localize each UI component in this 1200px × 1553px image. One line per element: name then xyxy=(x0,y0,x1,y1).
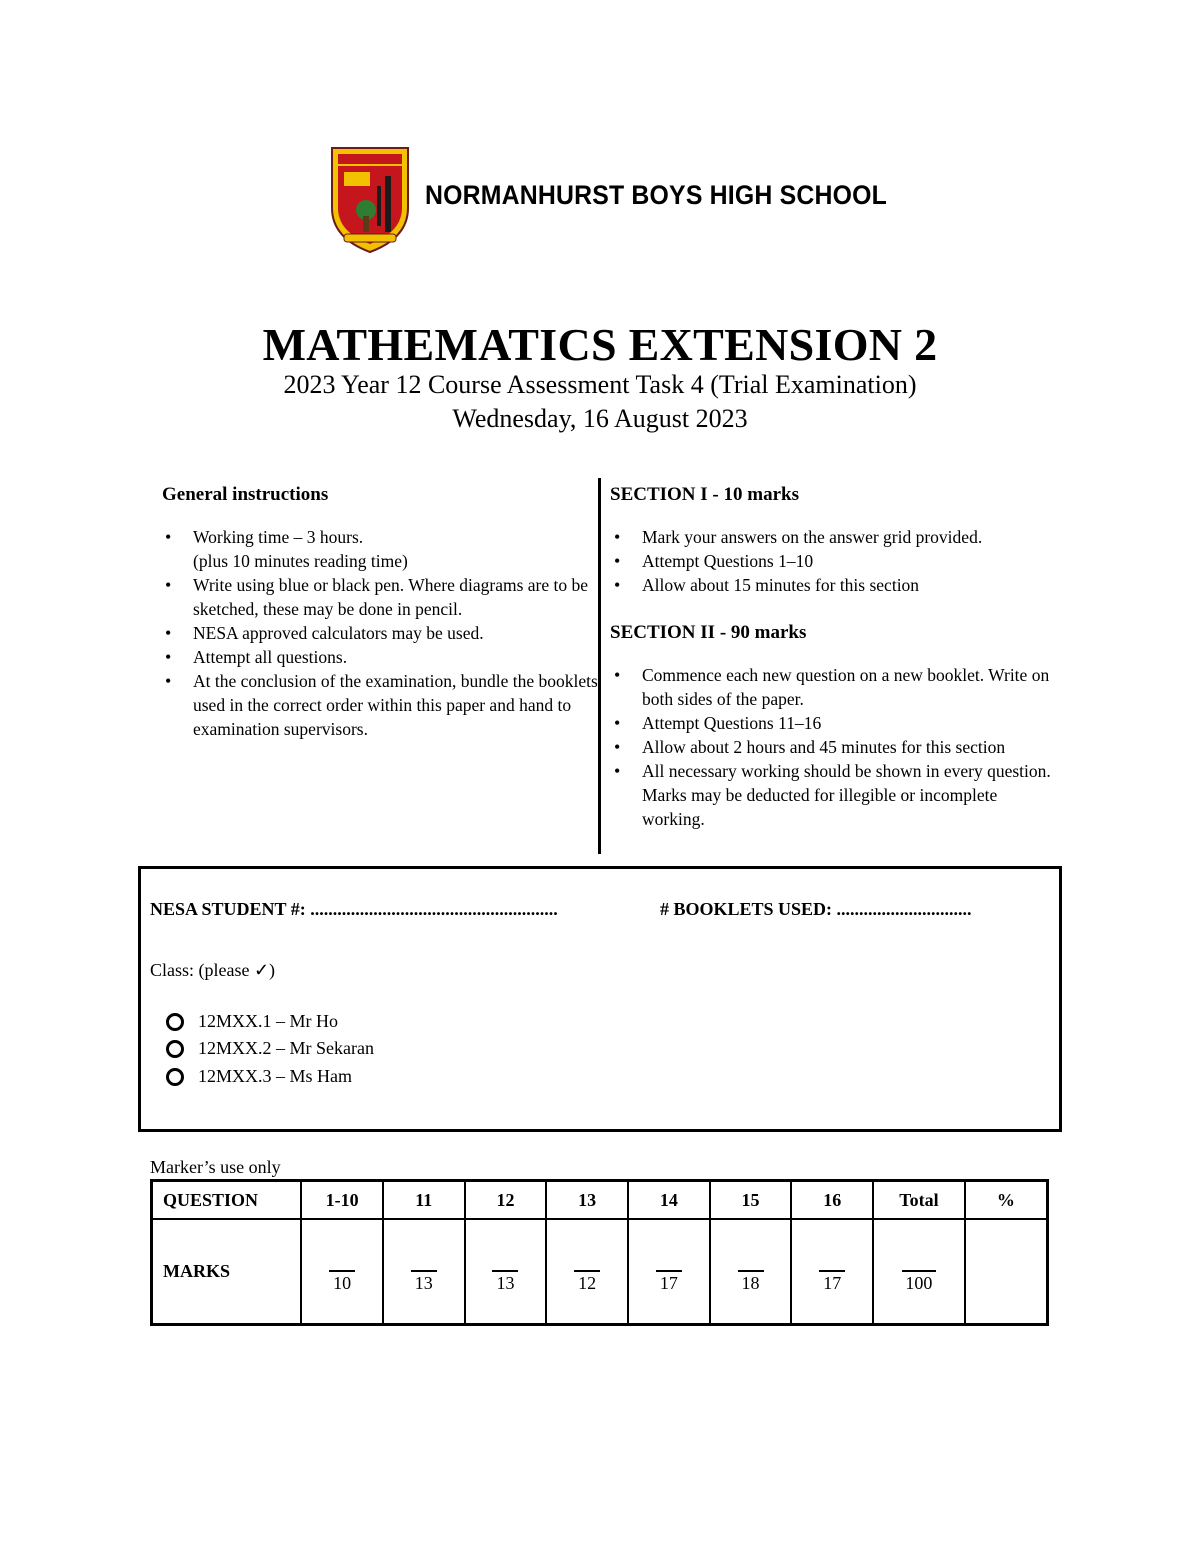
list-item: • Attempt Questions 1–10 xyxy=(610,549,1060,573)
mark-cell[interactable] xyxy=(710,1219,792,1325)
mark-cell[interactable] xyxy=(546,1219,628,1325)
table-header-row xyxy=(152,1181,1048,1220)
column-header: 12 xyxy=(465,1181,547,1220)
column-header: 15 xyxy=(710,1181,792,1220)
list-item: • Attempt Questions 11–16 xyxy=(610,711,1060,735)
max-mark: 10 xyxy=(329,1270,355,1294)
row-label-question: QUESTION xyxy=(152,1181,302,1220)
list-item-continuation: (plus 10 minutes reading time) xyxy=(193,551,408,571)
class-label: Class: (please ✓) xyxy=(150,960,276,980)
column-header: % xyxy=(965,1181,1048,1220)
list-item: • NESA approved calculators may be used. xyxy=(161,621,601,645)
class-option-2[interactable] xyxy=(166,1038,374,1059)
list-item: • At the conclusion of the examination, bundle the booklets used in the correct order within this paper and hand to examination supervisors. xyxy=(161,669,601,741)
list-item: • Mark your answers on the answer grid provided. xyxy=(610,525,1060,549)
mark-cell[interactable] xyxy=(301,1219,383,1325)
list-item: • Working time – 3 hours. xyxy=(161,525,601,549)
column-header: 13 xyxy=(546,1181,628,1220)
general-instructions-list xyxy=(161,525,601,741)
school-name: NORMANHURST BOYS HIGH SCHOOL xyxy=(425,180,887,210)
mark-cell[interactable] xyxy=(383,1219,465,1325)
row-label-marks: MARKS xyxy=(152,1219,302,1325)
column-divider xyxy=(598,478,601,854)
class-option-label: 12MXX.3 – Ms Ham xyxy=(198,1066,353,1086)
max-mark: 12 xyxy=(574,1270,600,1294)
radio-icon[interactable] xyxy=(166,1040,184,1058)
exam-title: MATHEMATICS EXTENSION 2 xyxy=(262,319,938,370)
mark-cell[interactable] xyxy=(628,1219,710,1325)
marks-table xyxy=(150,1179,1049,1326)
column-header: 11 xyxy=(383,1181,465,1220)
section-2-list xyxy=(610,663,1060,831)
table-row xyxy=(152,1219,1048,1325)
percent-cell[interactable] xyxy=(965,1219,1048,1325)
column-header: Total xyxy=(873,1181,965,1220)
list-item: • All necessary working should be shown in every question. Marks may be deducted for illegible or incomplete working. xyxy=(610,759,1060,831)
section-2-heading: SECTION II - 90 marks xyxy=(610,622,807,643)
general-instructions-heading: General instructions xyxy=(162,484,329,505)
radio-icon[interactable] xyxy=(166,1013,184,1031)
school-crest-icon xyxy=(330,146,410,254)
column-header: 1-10 xyxy=(301,1181,383,1220)
list-item: • Allow about 2 hours and 45 minutes for this section xyxy=(610,735,1060,759)
radio-icon[interactable] xyxy=(166,1068,184,1086)
list-item: • Write using blue or black pen. Where diagrams are to be sketched, these may be done in pencil. xyxy=(161,573,601,621)
total-cell[interactable] xyxy=(873,1219,965,1325)
booklets-used-field[interactable]: # BOOKLETS USED: .............................. xyxy=(660,899,972,919)
class-option-label: 12MXX.2 – Mr Sekaran xyxy=(198,1038,374,1058)
column-header: 16 xyxy=(791,1181,873,1220)
section-1-heading: SECTION I - 10 marks xyxy=(610,484,799,505)
nesa-student-number-field[interactable]: NESA STUDENT #: ....................................................... xyxy=(150,899,558,919)
exam-subtitle: 2023 Year 12 Course Assessment Task 4 (Trial Examination) xyxy=(283,370,917,399)
max-mark: 18 xyxy=(738,1270,764,1294)
class-option-3[interactable] xyxy=(166,1066,352,1087)
mark-cell[interactable] xyxy=(465,1219,547,1325)
class-option-label: 12MXX.1 – Mr Ho xyxy=(198,1011,339,1031)
list-item: • Allow about 15 minutes for this section xyxy=(610,573,1060,597)
section-1-list xyxy=(610,525,1060,597)
max-mark: 17 xyxy=(656,1270,682,1294)
mark-cell[interactable] xyxy=(791,1219,873,1325)
list-item: • Attempt all questions. xyxy=(161,645,601,669)
max-mark: 13 xyxy=(411,1270,437,1294)
max-mark: 17 xyxy=(819,1270,845,1294)
markers-use-caption: Marker’s use only xyxy=(150,1157,281,1177)
class-option-1[interactable] xyxy=(166,1011,338,1032)
max-mark: 13 xyxy=(492,1270,518,1294)
max-mark: 100 xyxy=(902,1270,936,1294)
column-header: 14 xyxy=(628,1181,710,1220)
exam-date: Wednesday, 16 August 2023 xyxy=(452,404,748,433)
list-item: • Commence each new question on a new booklet. Write on both sides of the paper. xyxy=(610,663,1060,711)
